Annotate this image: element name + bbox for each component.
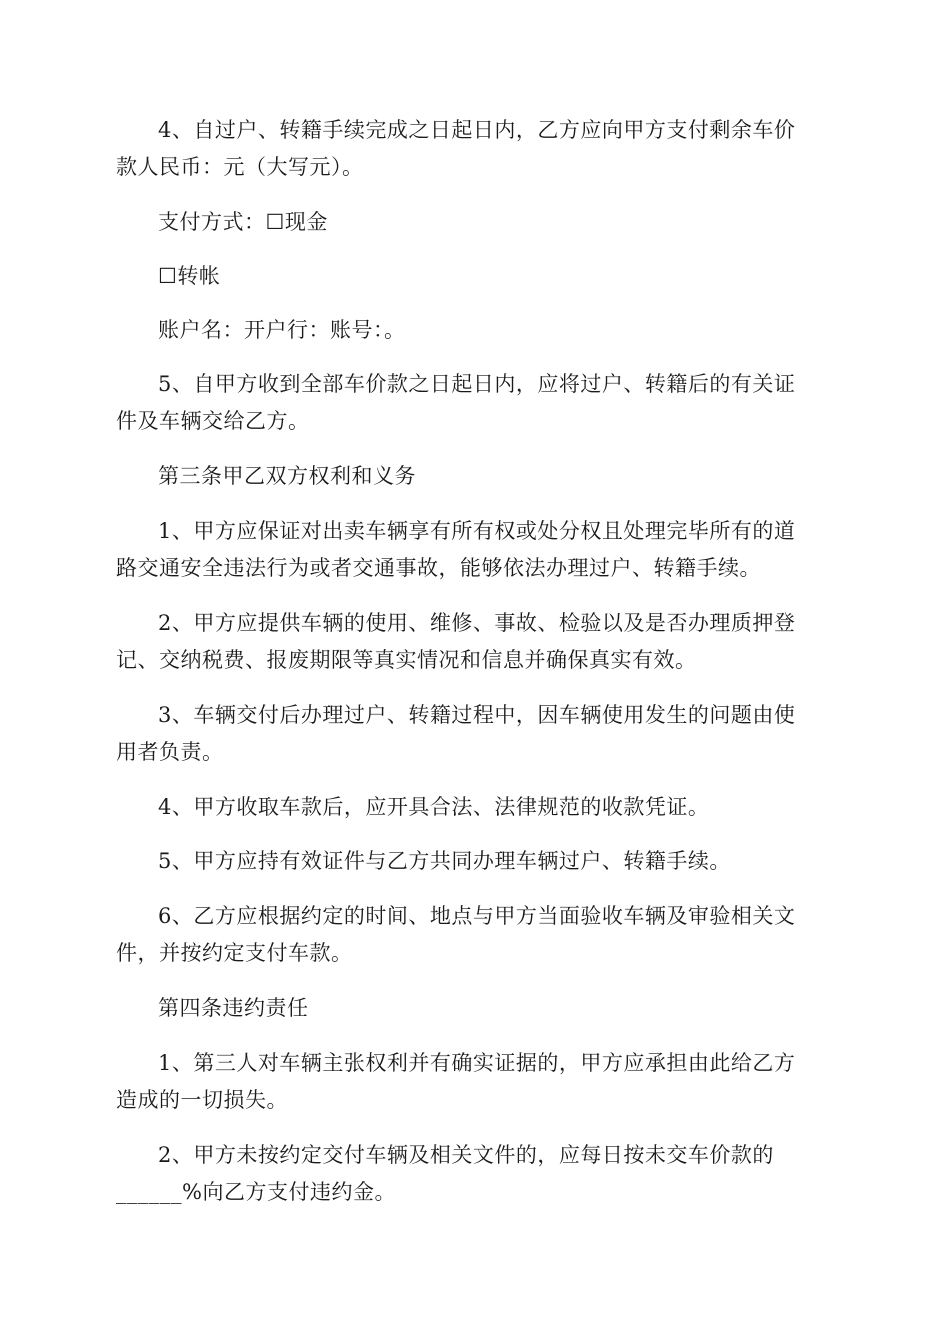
text-line: 5、自甲方收到全部车价款之日起日内，应将过户、转籍后的有关证 (158, 372, 796, 396)
text-line: 2、甲方应提供车辆的使用、维修、事故、检验以及是否办理质押登 (158, 611, 796, 635)
text-line: 2、甲方未按约定交付车辆及相关文件的，应每日按未交车价款的 (158, 1143, 774, 1167)
text-line: 3、车辆交付后办理过户、转籍过程中，因车辆使用发生的问题由使 (158, 703, 796, 727)
text-line: 款人民币：元（大写元）。 (116, 155, 364, 179)
text-line: 路交通安全违法行为或者交通事故，能够依法办理过户、转籍手续。 (116, 556, 761, 580)
text-line: 6、乙方应根据约定的时间、地点与甲方当面验收车辆及审验相关文 (158, 904, 796, 928)
clause-deliver-documents (116, 366, 828, 440)
clause-inspection (116, 898, 828, 972)
clause-third-party-claims (116, 1045, 828, 1119)
text-line: 4、甲方收取车款后，应开具合法、法律规范的收款凭证。 (158, 795, 710, 819)
text-line: ______%向乙方支付违约金。 (116, 1180, 396, 1204)
text-line: 件及车辆交给乙方。 (116, 409, 310, 433)
text-line: 用者负责。 (116, 740, 224, 764)
text-line: 造成的一切损失。 (116, 1088, 288, 1112)
text-line: 件，并按约定支付车款。 (116, 941, 353, 965)
section-heading-liability (116, 990, 828, 1027)
text-line: 1、第三人对车辆主张权利并有确实证据的，甲方应承担由此给乙方 (158, 1051, 796, 1075)
payment-method-transfer (158, 258, 828, 295)
text-line: 5、甲方应持有效证件与乙方共同办理车辆过户、转籍手续。 (158, 849, 731, 873)
payment-method-cash (116, 204, 828, 241)
clause-receipt (116, 789, 828, 826)
text-line: 记、交纳税费、报废期限等真实情况和信息并确保真实有效。 (116, 648, 697, 672)
clause-transfer-responsibility (116, 697, 828, 771)
text-line: ☐转帐 (158, 264, 221, 288)
clause-vehicle-info (116, 605, 828, 679)
text-line: 支付方式：☐现金 (158, 210, 328, 234)
clause-late-delivery-penalty (116, 1137, 828, 1211)
section-heading-rights (116, 458, 828, 495)
text-line: 1、甲方应保证对出卖车辆享有所有权或处分权且处理完毕所有的道 (158, 519, 796, 543)
clause-remaining-payment (116, 112, 828, 186)
clause-ownership-guarantee (116, 513, 828, 587)
text-line: 第四条违约责任 (158, 996, 309, 1020)
text-line: 4、自过户、转籍手续完成之日起日内，乙方应向甲方支付剩余车价 (158, 118, 796, 142)
account-info (116, 312, 828, 349)
text-line: 第三条甲乙双方权利和义务 (158, 464, 416, 488)
text-line: 账户名：开户行：账号：。 (158, 318, 406, 342)
clause-joint-transfer (116, 843, 828, 880)
